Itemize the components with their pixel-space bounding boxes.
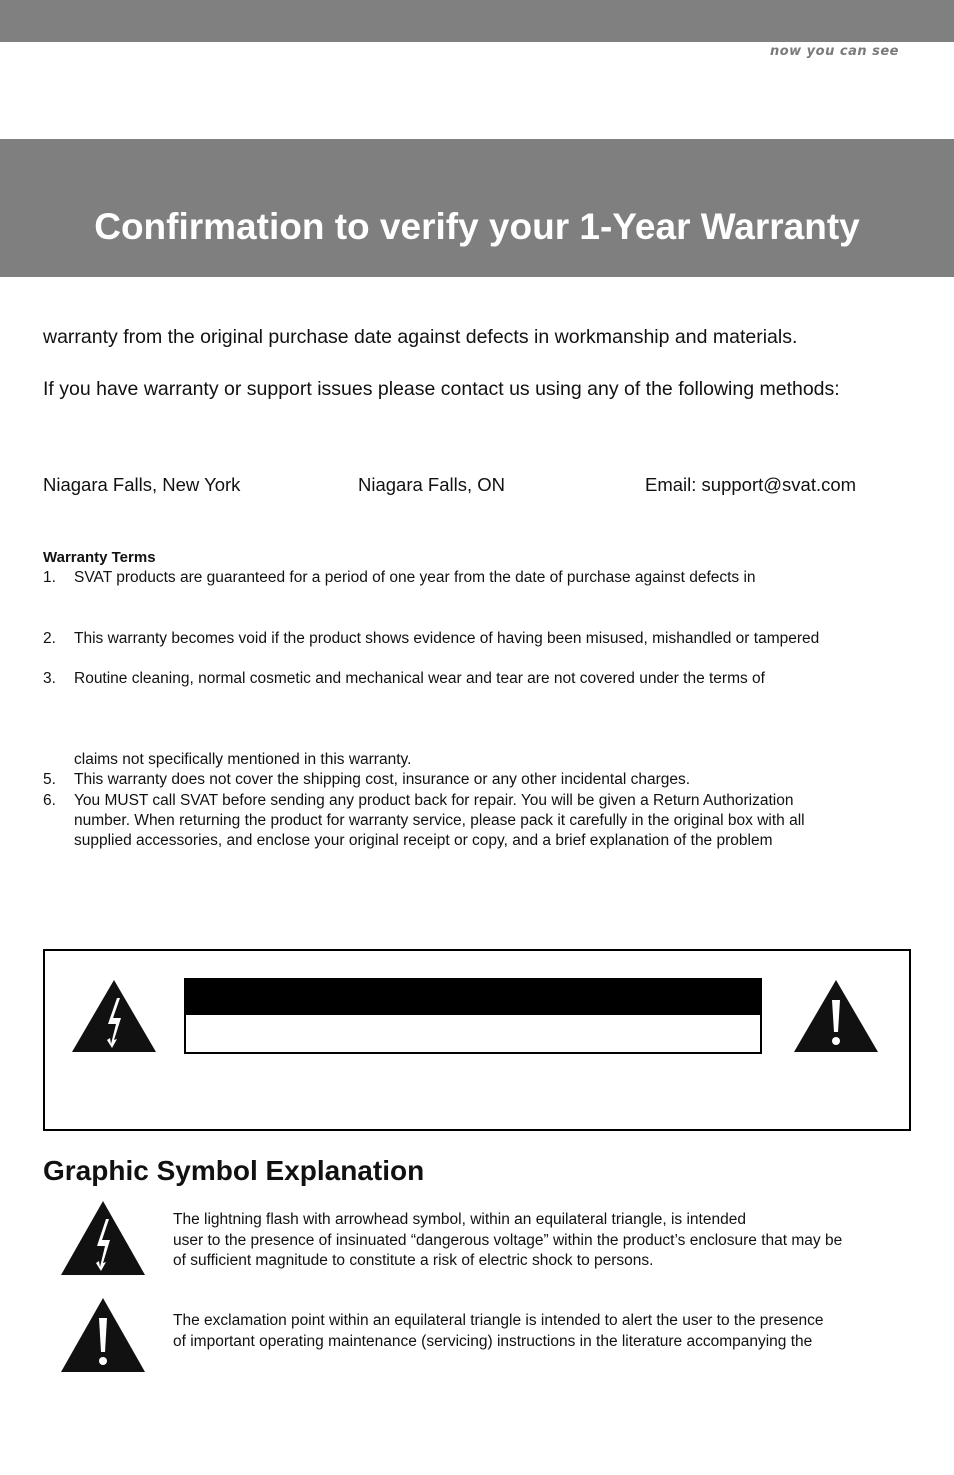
brand-tagline: now you can see [769,44,899,59]
contact-ca-office: Niagara Falls, ON [358,474,506,495]
term-text: Routine cleaning, normal cosmetic and mechanical wear and tear are not covered under the terms of [74,670,765,687]
exclamation-warning-icon [792,978,880,1054]
lightning-warning-icon [70,978,158,1054]
warranty-term-3 [43,670,765,688]
exclamation-symbol-description [173,1311,824,1352]
description-line: The lightning flash with arrowhead symbol, within an equilateral triangle, is intended [173,1211,746,1228]
description-line: user to the presence of insinuated “dangerous voltage” within the product’s enclosure that may be [173,1231,843,1249]
term-text: You MUST call SVAT before sending any product back for repair. You will be given a Return Authorization [74,792,794,809]
term-number: 1. [43,569,56,586]
top-bar [0,0,954,42]
term-number: 5. [43,771,56,788]
term-text: SVAT products are guaranteed for a period of one year from the date of purchase against defects in [74,569,756,586]
intro-line-1: warranty from the original purchase date against defects in workmanship and materials. [43,326,798,348]
warranty-term-4-continuation [43,751,411,769]
contact-us-office: Niagara Falls, New York [43,474,241,495]
term-text: claims not specifically mentioned in this warranty. [74,751,412,768]
lightning-symbol-icon [59,1199,147,1277]
term-number: 6. [43,792,56,809]
term-text: This warranty does not cover the shipping cost, insurance or any other incidental charges. [74,771,691,788]
warranty-term-5 [43,771,690,789]
warranty-terms-heading: Warranty Terms [43,549,156,566]
caution-label-bar [186,980,760,1015]
warranty-term-2 [43,630,819,648]
caution-label-box [184,978,762,1054]
term-number: 3. [43,670,56,687]
warranty-term-6 [43,792,793,810]
warranty-term-6-line-3: supplied accessories, and enclose your original receipt or copy, and a brief explanation of the problem [74,832,773,849]
intro-line-2: If you have warranty or support issues please contact us using any of the following methods: [43,378,840,400]
term-text: This warranty becomes void if the product shows evidence of having been misused, mishandled or tampered [74,630,820,647]
term-number: 2. [43,630,56,647]
warranty-term-6-line-2: number. When returning the product for warranty service, please pack it carefully in the original box with all [74,812,805,829]
symbol-explanation-heading: Graphic Symbol Explanation [43,1155,425,1186]
description-line: of sufficient magnitude to constitute a risk of electric shock to persons. [173,1252,654,1269]
description-line: The exclamation point within an equilateral triangle is intended to alert the user to the presence [173,1312,824,1329]
description-line: of important operating maintenance (servicing) instructions in the literature accompanying the [173,1332,813,1350]
contact-email: Email: support@svat.com [645,474,857,495]
lightning-symbol-description [173,1210,842,1272]
exclamation-symbol-icon [59,1296,147,1374]
warranty-term-1 [43,569,756,587]
page-title: Confirmation to verify your 1-Year Warranty [94,206,860,247]
